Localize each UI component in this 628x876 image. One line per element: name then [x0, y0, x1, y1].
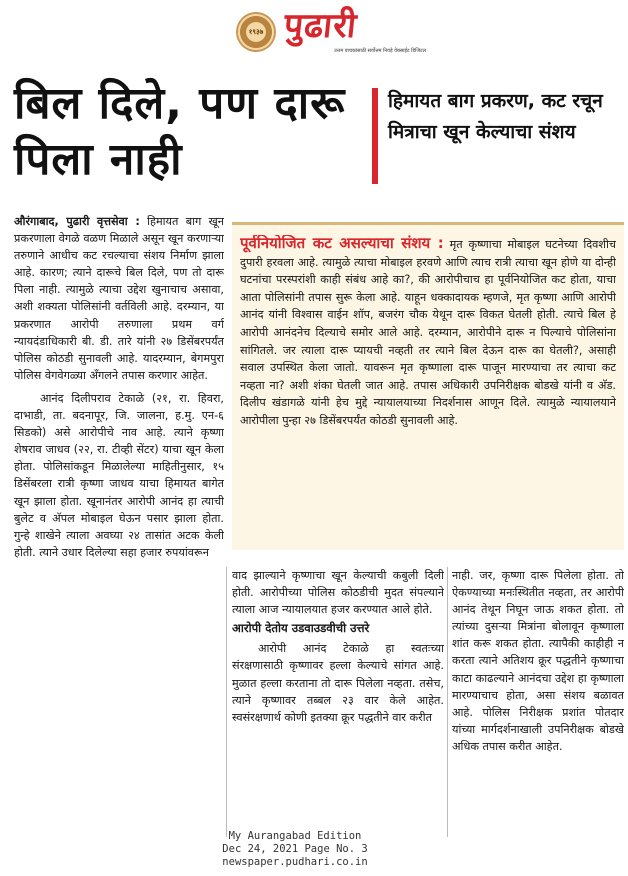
masthead-tagline: उत्तम वाचकांसाठी सर्वोत्तम निवड़े वेबसाईट डिजिटल [334, 48, 426, 54]
logo-emblem [238, 14, 274, 50]
box-text: मृत कृष्णाचा मोबाइल घटनेच्या दिवशीच दुपारी हरवला आहे. त्यामुळे त्याचा मोबाइल हरवणे आणि त्याच रात्री त्याचा खून होणे या दोन्ही घटनांचा परस्परांशी काही संबंध आहे का?, की आरोपीचाच हा पूर्वनियोजित कट होता, याचा आता पोलिसांनी तपास सुरू केला आहे. याहून धक्कादायक म्हणजे, मृत कृष्णा आणि आरोपी आनंद यांनी विश्वास वाईन शॉप, बजरंग चौक येथून दारू विकत घेतली होती. त्याचे बिल हे आरोपी आनंदनेच दिल्याचे समोर आले आहे. दरम्यान, आरोपीने दारू न पिल्याचे पोलिसांना सांगितले. जर त्याला दारू प्यायची नव्हती तर त्याने बिल देऊन दारू का घेतली?, असाही सवाल उपस्थित केला जातो. यावरून मृत कृष्णाला दारू पाजून मारण्याचा तर त्याचा कट नव्हता ना? अशी शंका घेतली जात आहे. तपास अधिकारी उपनिरीक्षक बोडखे यांनी व अ‍ॅड. दिलीप खंडागळे यांनी हेच मुद्दे न्यायालयाच्या निदर्शनास आणून दिले. त्यामुळे न्यायालयाने आरोपीला पुन्हा २७ डिसेंबरपर्यंत कोठडी सुनावली आहे. [240, 238, 616, 427]
main-headline: बिल दिले, पण दारू पिला नाही [14, 78, 346, 185]
article-paragraph-1 [14, 213, 224, 384]
article-subheading: आरोपी देतोय उडवाउडवीची उत्तरे [232, 621, 370, 636]
column-rule [447, 567, 448, 837]
headline-divider [372, 88, 378, 184]
article-column-left [14, 213, 224, 838]
article-paragraph-5: नाही. जर, कृष्णा दारू पिलेला होता. तो ऐकण्याच्या मनःस्थितीत नव्हता, तर आरोपी आनंद तेथून निघून जाऊ शकत होता. तो त्यांच्या दुसऱ्या मित्रांना बोलावून कृष्णाला शांत करू शकत होता. त्यापैकी काहीही न करता त्याने अतिशय क्रूर पद्धतीने कृष्णाचा काटा काढल्याने आनंदचा उद्देश हा कृष्णाला मारण्याचाच होता, असा संशय बळावत आहे. पोलिस निरीक्षक प्रशांत पोतदार यांच्या मार्गदर्शनाखाली उपनिरीक्षक बोडखे अधिक तपास करीत आहेत. [452, 569, 624, 753]
masthead-title: पुढारी [281, 6, 360, 46]
highlight-box [232, 222, 624, 550]
emblem-year: १९३७ [248, 27, 264, 36]
edition-site: newspaper.pudhari.co.in [222, 856, 368, 868]
edition-name: My Aurangabad Edition [228, 830, 362, 842]
article-column-right [452, 567, 624, 837]
side-headline: हिमायत बाग प्रकरण, कट रचून मित्राचा खून केल्याचा संशय [388, 90, 603, 143]
dateline: औरंगाबाद, पुढारी वृत्तसेवा : [14, 215, 140, 228]
article-column-middle [232, 567, 444, 837]
edition-date-page: Dec 24, 2021 Page No. 3 [222, 843, 368, 855]
edition-footer [170, 830, 420, 869]
paragraph-1-text: हिमायत बाग खून प्रकरणाला वेगळे वळण मिळाले असून खून करणाऱ्या तरुणाने आधीच कट रचल्याचा संशय निर्माण झाला आहे. कारण; त्याने दारूचे बिल दिले, पण तो दारू पिला नाही. त्यामुळे त्याचा उद्देश खुनाचाच असावा, अशी शक्यता पोलिसांनी वर्तविली आहे. दरम्यान, या प्रकरणात आरोपी तरुणाला प्रथम वर्ग न्यायदंडाधिकारी बी. डी. तारे यांनी २७ डिसेंबरपर्यंत पोलिस कोठडी सुनावली आहे. यादरम्यान, बेगमपुरा पोलिस वेगवेगळ्या अँगलने तपास करणार आहेत. [14, 215, 224, 382]
box-title: पूर्वनियोजित कट असल्याचा संशय : [240, 235, 444, 252]
column-rule [226, 567, 227, 837]
box-text-block [240, 235, 616, 430]
article-paragraph-2: आनंद दिलीपराव टेकाळे (२१, रा. हिवरा, दाभाडी, ता. बदनापूर, जि. जालना, ह.मु. एन-६ सिडको) असे आरोपीचे नाव आहे. त्याने कृष्णा शेषराव जाधव (२२, रा. टीव्ही सेंटर) याचा खून केला होता. पोलिसांकडून मिळालेल्या माहितीनुसार, १५ डिसेंबरला रात्री कृष्णा जाधव याचा हिमायत बागेत खून झाला होता. खूनानंतर आरोपी आनंद हा त्याची बुलेट व अ‍ॅपल मोबाइल घेऊन पसार झाला होता. गुन्हे शाखेने त्याला अवघ्या २४ तासांत अटक केली होती. त्याने उधार दिलेल्या सहा हजार रुपयांवरून [14, 391, 224, 559]
article-paragraph-3: वाद झाल्याने कृष्णाचा खून केल्याची कबुली दिली होती. आरोपीच्या पोलिस कोठडीची मुदत संपल्याने त्याला आज न्यायालयात हजर करण्यात आले होते. [232, 569, 444, 617]
article-paragraph-4: आरोपी आनंद टेकाळे हा स्वतःच्या संरक्षणासाठी कृष्णावर हल्ला केल्याचे सांगत आहे. मुळात हल्ला करताना तो दारू पिलेला नव्हता. तसेच, त्याने कृष्णावर तब्बल २३ वार केले आहेत. स्वसंरक्षणार्थ कोणी इतक्या क्रूर पद्धतीने वार करीत [232, 642, 444, 724]
